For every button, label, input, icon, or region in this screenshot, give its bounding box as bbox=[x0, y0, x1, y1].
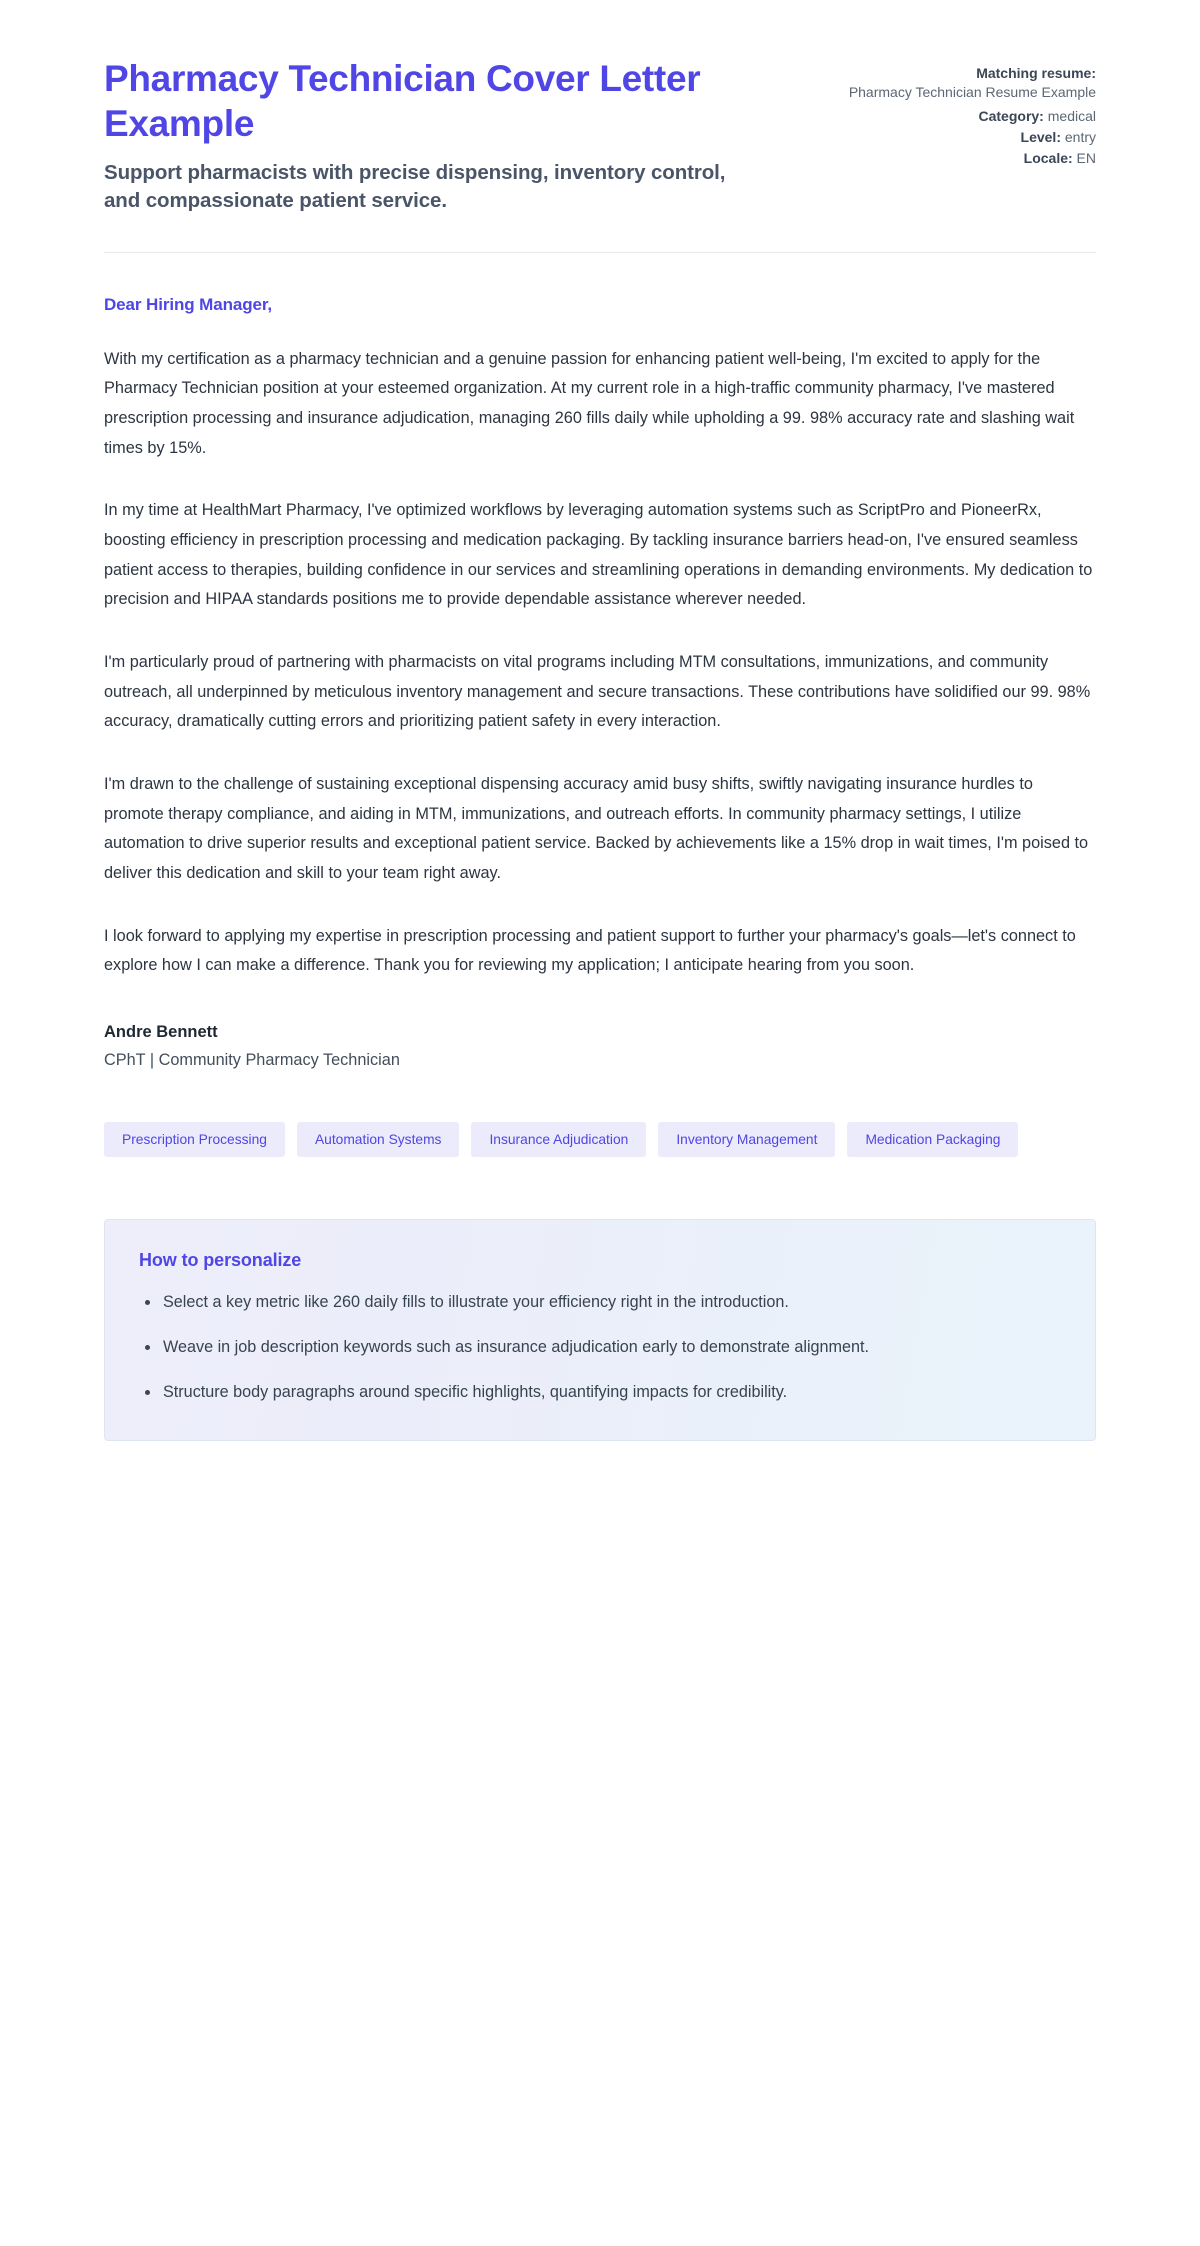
matching-resume-label: Matching resume: bbox=[976, 65, 1096, 81]
skill-tag[interactable]: Prescription Processing bbox=[104, 1122, 285, 1157]
matching-resume-value: Pharmacy Technician Resume Example bbox=[848, 83, 1096, 100]
metadata-locale bbox=[796, 149, 1096, 168]
signature-name: Andre Bennett bbox=[104, 1022, 218, 1041]
callout-list bbox=[139, 1289, 1061, 1407]
letter-paragraph: I'm particularly proud of partnering with pharmacists on vital programs including MTM consultations, immunizations, and community outreach, all underpinned by meticulous inventory management and secure transactions. These contributions have solidified our 99. 98% accuracy, dramatically cutting errors and prioritizing patient safety in every interaction. bbox=[104, 653, 1091, 731]
header-title-block bbox=[104, 56, 756, 214]
metadata-matching-resume bbox=[796, 64, 1096, 102]
skill-tag-list bbox=[104, 1122, 1096, 1157]
skill-tag[interactable]: Automation Systems bbox=[297, 1122, 460, 1157]
list-item: Weave in job description keywords such as insurance adjudication early to demonstrate alignment. bbox=[161, 1334, 1061, 1362]
level-label: Level: bbox=[1020, 128, 1061, 145]
skill-tag[interactable]: Inventory Management bbox=[658, 1122, 835, 1157]
letter-paragraph: I look forward to applying my expertise in prescription processing and patient support to further your pharmacy's goals—let's connect to explore how I can make a difference. Thank you for reviewing my application; I anticipate hearing from you soon. bbox=[104, 926, 1076, 975]
page-title: Pharmacy Technician Cover Letter Example bbox=[104, 58, 701, 145]
metadata-category bbox=[796, 107, 1096, 126]
skill-tag[interactable]: Insurance Adjudication bbox=[471, 1122, 646, 1157]
category-value: medical bbox=[1047, 107, 1096, 124]
letter-paragraph: With my certification as a pharmacy technician and a genuine passion for enhancing patient well-being, I'm excited to apply for the Pharmacy Technician position at your esteemed organization. At my current role in a high-traffic community pharmacy, I've mastered prescription processing and insurance adjudication, managing 260 fills daily while upholding a 99. 98% accuracy rate and slashing wait times by 15%. bbox=[104, 349, 1075, 457]
signature-block bbox=[104, 1023, 1096, 1070]
level-value: entry bbox=[1064, 128, 1096, 145]
list-item: Structure body paragraphs around specific highlights, quantifying impacts for credibility. bbox=[161, 1379, 1061, 1407]
signature-role: CPhT | Community Pharmacy Technician bbox=[104, 1050, 400, 1069]
letter-salutation: Dear Hiring Manager, bbox=[104, 294, 273, 314]
page-header bbox=[104, 0, 1096, 214]
locale-label: Locale: bbox=[1023, 149, 1073, 166]
list-item: Select a key metric like 260 daily fills to illustrate your efficiency right in the introduction. bbox=[161, 1289, 1061, 1317]
page-subtitle: Support pharmacists with precise dispensing, inventory control, and compassionate patient service. bbox=[104, 161, 726, 212]
letter-paragraph: I'm drawn to the challenge of sustaining exceptional dispensing accuracy amid busy shifts, swiftly navigating insurance hurdles to promote therapy compliance, and aiding in MTM, immunizations, and outreach efforts. In community pharmacy settings, I utilize automation to drive superior results and exceptional patient service. Backed by achievements like a 15% drop in wait times, I'm poised to deliver this dedication and skill to your team right away. bbox=[104, 774, 1089, 882]
callout-title: How to personalize bbox=[139, 1249, 302, 1270]
personalize-callout bbox=[104, 1219, 1096, 1442]
locale-value: EN bbox=[1076, 149, 1096, 166]
document-metadata bbox=[796, 56, 1096, 169]
category-label: Category: bbox=[978, 107, 1044, 124]
cover-letter-body bbox=[104, 253, 1096, 1070]
skill-tag[interactable]: Medication Packaging bbox=[847, 1122, 1018, 1157]
letter-paragraph: In my time at HealthMart Pharmacy, I've optimized workflows by leveraging automation systems such as ScriptPro and PioneerRx, boosting efficiency in prescription processing and medication packaging. By tackling insurance barriers head-on, I've ensured seamless patient access to therapies, building confidence in our services and streamlining operations in demanding environments. My dedication to precision and HIPAA standards positions me to provide dependable assistance wherever needed. bbox=[104, 501, 1093, 609]
metadata-level bbox=[796, 128, 1096, 147]
